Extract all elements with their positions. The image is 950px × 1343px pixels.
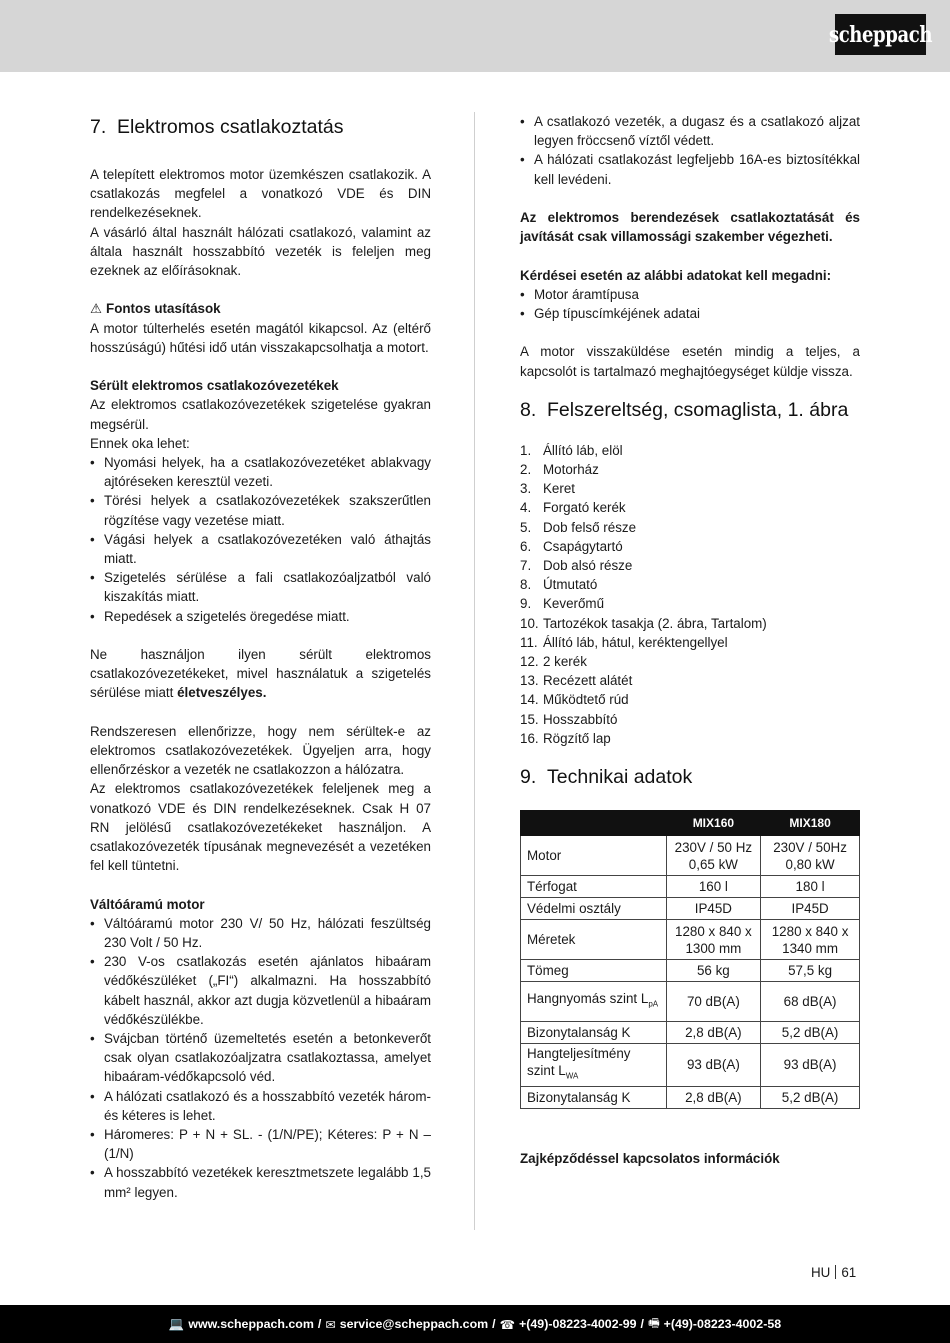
list-item (520, 498, 860, 517)
left-column (90, 112, 431, 1202)
item-text: Működtető rúd (543, 692, 629, 708)
item-text: Hosszabbító (543, 711, 618, 727)
ac-motor-heading: Váltóáramú motor (90, 896, 205, 912)
connection-requirements-list (520, 112, 860, 189)
footer-separator: / (640, 1317, 644, 1331)
list-item (520, 441, 860, 460)
warning-triangle-icon: ⚠ (90, 301, 103, 317)
list-item (520, 479, 860, 498)
table-row (521, 920, 860, 960)
row-label: Térfogat (521, 876, 667, 898)
item-number: 6. (520, 538, 532, 554)
table-row (521, 960, 860, 982)
check-paragraph-1: Rendszeresen ellenőrizze, hogy nem sérültek-e az elektromos csatlakozóvezetékek. Ügyeljen arra, hogy ellenőrzéskor a vezeték ne csatlakozzon a hálózatra. (90, 723, 431, 778)
causes-list (90, 453, 431, 626)
intro-paragraph-2: A vásárló által használt hálózati csatlakozó, valamint az általa használt hosszabbító vezeték is feleljen meg ezeknek az előírásoknak. (90, 224, 431, 279)
item-text: Forgató kerék (543, 500, 626, 516)
list-item: • A hálózati csatlakozó és a hosszabbító vezeték három- és kéteres is lehet. (90, 1087, 431, 1125)
list-item: • Svájcban történő üzemeltetés esetén a betonkeverőt csak olyan csatlakozóaljzatra csatlakoztassa, amelyet hibaáram-védőkapcsoló véd. (90, 1029, 431, 1087)
important-title: Fontos utasítások (106, 301, 221, 317)
mix160-value: 2,8 dB(A) (666, 1022, 761, 1044)
fax-number: +(49)-08223-4002-58 (663, 1317, 782, 1331)
email-link[interactable]: service@scheppach.com (339, 1317, 489, 1331)
damaged-cables-heading: Sérült elektromos csatlakozóvezetékek (90, 378, 339, 394)
list-item: • 230 V-os csatlakozás esetén ajánlatos hibaáram védőkészüléket („FI“) alkalmazni. Ha hosszabbító kábelt használ, akkor azt dugja közvetlenül a hibaáram védőkészülékbe. (90, 952, 431, 1029)
return-note: A motor visszaküldése esetén mindig a teljes, a kapcsolót is tartalmazó meghajtóegységet küldje vissza. (520, 344, 860, 379)
item-number: 11. (520, 634, 538, 650)
item-number: 4. (520, 500, 532, 516)
item-number: 14. (520, 692, 539, 708)
item-text: Állító láb, elöl (543, 442, 623, 458)
mix160-value: 230V / 50 Hz 0,65 kW (666, 836, 761, 876)
item-number: 13. (520, 673, 539, 689)
row-label (521, 982, 667, 1022)
item-text: Csapágytartó (543, 538, 623, 554)
table-header-cell: MIX180 (761, 811, 860, 836)
causes-intro: Ennek oka lehet: (90, 435, 190, 451)
website-link[interactable]: www.scheppach.com (188, 1317, 314, 1331)
list-item (520, 575, 860, 594)
item-number: 12. (520, 654, 539, 670)
right-column (520, 112, 860, 1168)
table-row (521, 836, 860, 876)
computer-icon: 💻 (168, 1316, 185, 1331)
list-item: • Gép típuscímkéjének adatai (520, 304, 860, 323)
noise-info-heading: Zajképződéssel kapcsolatos információk (520, 1150, 780, 1166)
mix160-value: IP45D (666, 898, 761, 920)
row-label: Bizonytalanság K (521, 1086, 667, 1108)
section-8-number: 8. (520, 398, 537, 421)
questions-list (520, 285, 860, 323)
mix180-value: 93 dB(A) (761, 1044, 860, 1087)
item-number: 8. (520, 577, 532, 593)
section-7-title: Elektromos csatlakoztatás (117, 116, 344, 138)
footer-separator: / (492, 1317, 496, 1331)
mix180-value: 57,5 kg (761, 960, 860, 982)
section-9-number: 9. (520, 766, 537, 789)
row-label: Motor (521, 836, 667, 876)
item-text: Rögzítő lap (543, 730, 611, 746)
section-7-number: 7. (90, 116, 107, 138)
section-9-heading (520, 762, 860, 792)
mix160-value: 70 dB(A) (666, 982, 761, 1022)
item-text: Dob alsó része (543, 558, 633, 574)
item-text: Állító láb, hátul, keréktengellyel (543, 634, 728, 650)
table-row (521, 1022, 860, 1044)
mix160-value: 56 kg (666, 960, 761, 982)
item-number: 7. (520, 558, 532, 574)
list-item (520, 594, 860, 613)
row-label (521, 1044, 667, 1087)
section-9-title: Technikai adatok (547, 766, 693, 789)
item-number: 9. (520, 596, 532, 612)
item-number: 15. (520, 711, 539, 727)
item-number: 10. (520, 615, 539, 631)
list-item (520, 710, 860, 729)
damaged-cables-text: Az elektromos csatlakozóvezetékek szigetelése gyakran megsérül. (90, 397, 431, 432)
electrician-note: Az elektromos berendezések csatlakoztatását és javítását csak villamossági szakember végezheti. (520, 210, 860, 245)
section-7-heading (90, 112, 431, 142)
list-item: • Szigetelés sérülése a fali csatlakozóaljzatból való kiszakítás miatt. (90, 568, 431, 606)
mix180-value: 180 l (761, 876, 860, 898)
list-item (520, 633, 860, 652)
list-item: • Nyomási helyek, ha a csatlakozóvezetéket ablakvagy ajtóréseken keresztül vezeti. (90, 453, 431, 491)
danger-warning-bold: életveszélyes. (177, 685, 267, 701)
section-8-title: Felszereltség, csomaglista, 1. ábra (547, 398, 849, 421)
parts-list (520, 441, 860, 748)
list-item: • Repedések a szigetelés öregedése miatt. (90, 607, 431, 626)
danger-warning (90, 645, 431, 703)
table-row (521, 1086, 860, 1108)
table-row (521, 1044, 860, 1087)
row-label-text: Hangteljesítmény szint L (527, 1046, 631, 1079)
list-item (520, 460, 860, 479)
table-header-cell (521, 811, 667, 836)
item-text: Recézett alátét (543, 673, 633, 689)
list-item: • Motor áramtípusa (520, 285, 860, 304)
row-label: Védelmi osztály (521, 898, 667, 920)
row-label: Bizonytalanság K (521, 1022, 667, 1044)
table-header-cell: MIX160 (666, 811, 761, 836)
important-text: A motor túlterhelés esetén magától kikapcsol. Az (eltérő hosszúságú) hűtési idő után visszakapcsolhatja a motort. (90, 320, 431, 355)
mix160-value: 1280 x 840 x 1300 mm (666, 920, 761, 960)
item-text: 2 kerék (543, 654, 587, 670)
mix180-value: 5,2 dB(A) (761, 1086, 860, 1108)
item-number: 2. (520, 462, 532, 477)
list-item: • Vágási helyek a csatlakozóvezetéken való áthajtás miatt. (90, 530, 431, 568)
list-item (520, 652, 860, 671)
page-number-separator (835, 1265, 836, 1279)
mix160-value: 160 l (666, 876, 761, 898)
item-number: 5. (520, 519, 532, 535)
list-item (520, 690, 860, 709)
list-item (520, 671, 860, 690)
row-label-text: Hangnyomás szint L (527, 991, 649, 1007)
important-heading (90, 299, 431, 318)
list-item: • A csatlakozó vezeték, a dugasz és a csatlakozó aljzat legyen fröccsenő víztől védett. (520, 112, 860, 150)
page-number (811, 1265, 856, 1280)
page-footer (0, 1305, 950, 1343)
page-header (0, 0, 950, 72)
item-text: Dob felső része (543, 519, 637, 535)
list-item: • Háromeres: P + N + SL. - (1/N/PE); Kéteres: P + N – (1/N) (90, 1125, 431, 1163)
mix180-value: 230V / 50Hz 0,80 kW (761, 836, 860, 876)
mix160-value: 93 dB(A) (666, 1044, 761, 1087)
item-text: Tartozékok tasakja (2. ábra, Tartalom) (543, 615, 767, 631)
list-item (520, 729, 860, 748)
intro-paragraph-1: A telepített elektromos motor üzemkészen csatlakozik. A csatlakozás megfelel a vonatkozó VDE és DIN rendelkezéseknek. (90, 167, 431, 221)
section-8-heading (520, 395, 860, 425)
table-header-row (521, 811, 860, 836)
page-number-value: 61 (841, 1265, 857, 1280)
footer-separator: / (317, 1317, 322, 1331)
list-item: • A hálózati csatlakozást legfeljebb 16A-es biztosítékkal kell levédeni. (520, 150, 860, 188)
list-item: • A hosszabbító vezetékek keresztmetszete legalább 1,5 mm² legyen. (90, 1163, 431, 1201)
row-label: Tömeg (521, 960, 667, 982)
item-number: 1. (520, 442, 532, 458)
list-item: • Törési helyek a csatlakozóvezetékek szakszerűtlen rögzítése vagy vezetése miatt. (90, 491, 431, 529)
row-label-subscript: WA (565, 1071, 579, 1081)
item-number: 16. (520, 730, 539, 746)
check-paragraph-2: Az elektromos csatlakozóvezetékek feleljenek meg a vonatkozó VDE és DIN rendelkezéseknek. Csak H 07 RN jelölésű csatlakozóvezetékeket használjon. A csatlakozóvezeték típusának megnevezését a vezetéken fel kell tüntetni. (90, 781, 431, 874)
row-label: Méretek (521, 920, 667, 960)
item-text: Motorház (543, 462, 599, 477)
item-text: Keret (543, 481, 576, 497)
list-item: • Váltóáramú motor 230 V/ 50 Hz, hálózati feszültség 230 Volt / 50 Hz. (90, 914, 431, 952)
table-row (521, 876, 860, 898)
phone-number: +(49)-08223-4002-99 (519, 1317, 637, 1331)
list-item (520, 614, 860, 633)
scheppach-logo: scheppach (835, 14, 926, 55)
table-row (521, 898, 860, 920)
email-icon: ✉ (325, 1317, 336, 1332)
mix180-value: 68 dB(A) (761, 982, 860, 1022)
item-number: 3. (520, 481, 532, 497)
ac-motor-list (90, 914, 431, 1202)
language-code: HU (811, 1265, 831, 1280)
table-row (521, 982, 860, 1022)
item-text: Keverőmű (543, 596, 605, 612)
phone-icon: ☎ (499, 1317, 516, 1332)
list-item (520, 518, 860, 537)
list-item (520, 537, 860, 556)
column-divider (474, 112, 475, 1230)
item-text: Útmutató (543, 577, 598, 593)
list-item (520, 556, 860, 575)
fax-icon: 🖷 (647, 1315, 660, 1330)
questions-heading: Kérdései esetén az alábbi adatokat kell megadni: (520, 267, 832, 283)
row-label-subscript: pA (648, 999, 659, 1009)
danger-warning-text: Ne használjon ilyen sérült elektromos csatlakozóvezetékeket, mivel használatuk a szigetelés sérülése miatt (90, 647, 431, 701)
mix180-value: IP45D (761, 898, 860, 920)
mix180-value: 5,2 dB(A) (761, 1022, 860, 1044)
technical-data-table (520, 810, 860, 1109)
mix160-value: 2,8 dB(A) (666, 1086, 761, 1108)
mix180-value: 1280 x 840 x 1340 mm (761, 920, 860, 960)
